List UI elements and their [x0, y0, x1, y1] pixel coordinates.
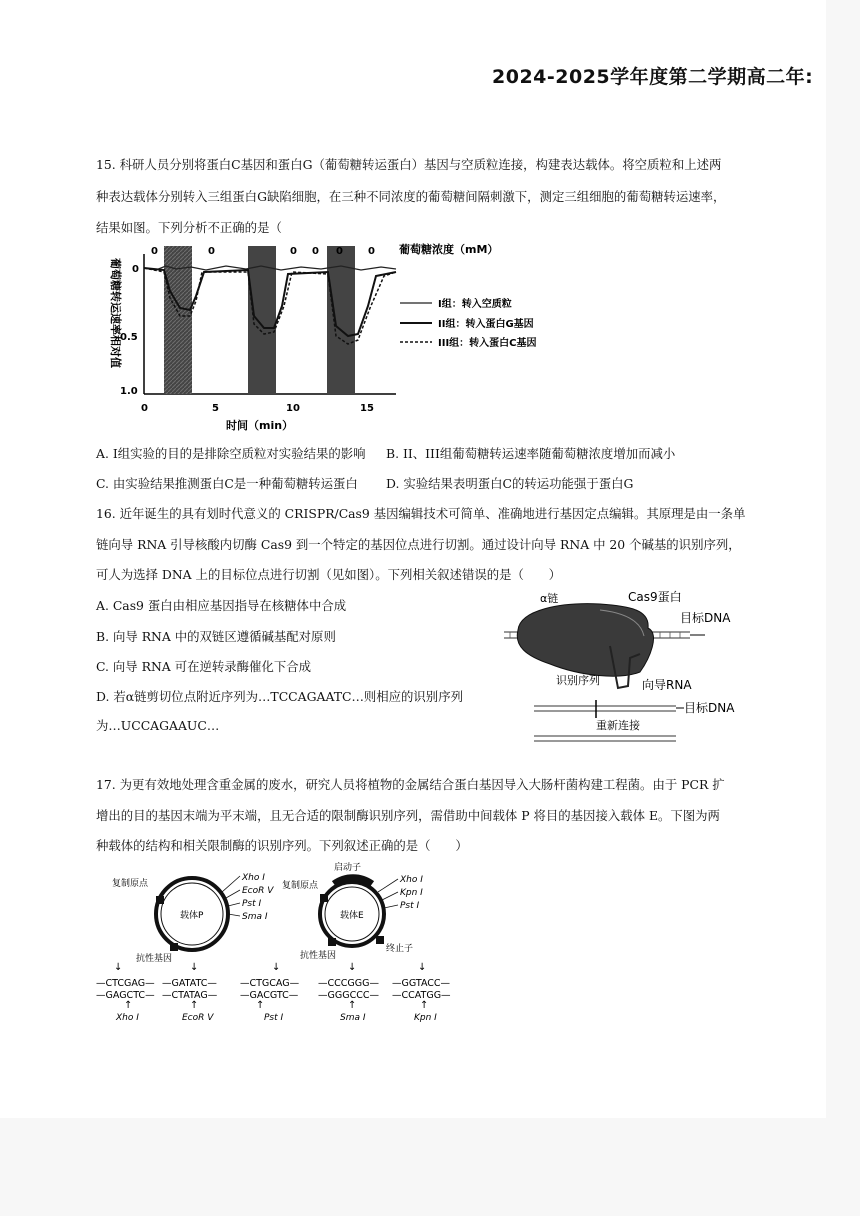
seq-pst-bottom: —GACGTC—: [240, 990, 299, 1001]
q15-option-a: A. I组实验的目的是排除空质粒对实验结果的影响: [96, 446, 366, 461]
svg-text:↓: ↓: [348, 962, 357, 973]
q16-cas9-label: Cas9蛋白: [628, 590, 682, 604]
vector-e-site-pst: Pst I: [400, 901, 420, 911]
svg-text:↑: ↑: [190, 1000, 199, 1011]
q16-stem-line-3: 可人为选择 DNA 上的目标位点进行切割（见如图）。下列相关叙述错误的是（ ）: [96, 567, 562, 582]
seq-sma: [318, 962, 379, 1023]
q15-stem-line-3: 结果如图。下列分析不正确的是（: [96, 220, 282, 235]
svg-text:↓: ↓: [418, 962, 427, 973]
q15-option-c: C. 由实验结果推测蛋白C是一种葡萄糖转运蛋白: [96, 476, 358, 491]
q15-xtick-0: 0: [141, 403, 148, 414]
seq-sma-enzyme: Sma I: [340, 1013, 366, 1023]
vector-e-site-kpn: Kpn I: [400, 888, 423, 898]
svg-text:↓: ↓: [272, 962, 281, 973]
seq-xho-enzyme: Xho I: [116, 1013, 139, 1023]
seq-xho: [96, 962, 155, 1023]
q15-ytick-0: 0: [132, 264, 139, 275]
seq-sma-top: —CCCGGG—: [318, 978, 379, 989]
vector-e-label: 载体E: [340, 911, 364, 921]
page-header-title: 2024-2025学年度第二学期高二年:: [492, 66, 814, 88]
q16-option-b: B. 向导 RNA 中的双链区遵循碱基配对原则: [96, 629, 336, 644]
q16-reconnect-label: 重新连接: [596, 719, 640, 732]
q15-xtick-5: 5: [212, 403, 219, 414]
q16-target-dna-label: 目标DNA: [680, 611, 731, 625]
q15-chart: [96, 236, 586, 436]
q15-ytick-10: 1.0: [120, 386, 138, 397]
seq-kpn-bottom: —CCATGG—: [392, 990, 451, 1001]
vector-p-site-sma: Sma I: [242, 912, 268, 922]
vector-p-ori-label: 复制原点: [112, 879, 149, 889]
seq-ecorv-bottom: —CTATAG—: [162, 990, 218, 1001]
svg-text:↓: ↓: [190, 962, 199, 973]
q17-stem-line-1: 17. 为更有效地处理含重金属的废水，研究人员将植物的金属结合蛋白基因导入大肠杆菌构建工程菌。由于 PCR 扩: [96, 777, 725, 792]
q15-conc-mark-5: 0: [336, 246, 343, 257]
svg-text:↑: ↑: [348, 1000, 357, 1011]
q15-xtick-15: 15: [360, 403, 374, 414]
vector-e-site-xho: Xho I: [400, 875, 423, 885]
seq-xho-top: —CTCGAG—: [96, 978, 155, 989]
q16-option-d-line-2: 为…UCCAGAAUC…: [96, 718, 220, 733]
svg-text:↓: ↓: [114, 962, 123, 973]
vector-p-site-ecorv: EcoR V: [242, 886, 274, 896]
svg-text:↑: ↑: [420, 1000, 429, 1011]
q15-option-b: B. II、III组葡萄糖转运速率随葡萄糖浓度增加而减小: [386, 446, 676, 461]
q15-conc-mark-1: 0: [151, 246, 158, 257]
q15-stem-line-2: 种表达载体分别转入三组蛋白G缺陷细胞，在三种不同浓度的葡萄糖间隔刺激下，测定三组细胞的葡萄糖转运速率，: [96, 189, 726, 204]
seq-pst-enzyme: Pst I: [264, 1013, 284, 1023]
seq-xho-bottom: —GAGCTC—: [96, 990, 155, 1001]
seq-ecorv-enzyme: EcoR V: [182, 1013, 214, 1023]
cas9-protein-shape: [517, 604, 653, 676]
seq-kpn-top: —GGTACC—: [392, 978, 451, 989]
q16-target-dna-label-2: 目标DNA: [684, 701, 735, 715]
q15-conc-mark-6: 0: [368, 246, 375, 257]
svg-text:↑: ↑: [124, 1000, 133, 1011]
q17-vector-figure: [96, 858, 476, 1023]
q15-y-axis-label: 葡萄糖转运速率相对值: [109, 258, 122, 368]
vector-e-terminator-label: 终止子: [386, 944, 414, 954]
vector-e-promoter-label: 启动子: [334, 863, 362, 873]
q15-ytick-05: 0.5: [120, 332, 138, 343]
q15-legend-group-3: III组：转入蛋白C基因: [438, 338, 537, 349]
q15-legend-group-2: II组：转入蛋白G基因: [438, 319, 534, 330]
seq-pst: [240, 962, 300, 1023]
vector-p-site-pst: Pst I: [242, 899, 262, 909]
q16-stem-line-2: 链向导 RNA 引导核酸内切酶 Cas9 到一个特定的基因位点进行切割。通过设计向导 RNA 中 20 个碱基的识别序列，: [96, 537, 741, 552]
seq-pst-top: —CTGCAG—: [240, 978, 300, 989]
q15-conc-mark-3: 0: [290, 246, 297, 257]
vector-e-resist-label: 抗性基因: [300, 951, 337, 961]
q16-option-a: A. Cas9 蛋白由相应基因指导在核糖体中合成: [96, 598, 347, 613]
q15-conc-mark-2: 0: [208, 246, 215, 257]
q15-conc-label: 葡萄糖浓度（mM）: [399, 243, 499, 256]
q16-guide-rna-label: 向导RNA: [642, 678, 692, 692]
q17-stem-line-3: 种载体的结构和相关限制酶的识别序列。下列叙述正确的是（ ）: [96, 838, 468, 853]
vector-e-ori-label: 复制原点: [282, 881, 319, 891]
q16-option-d-line-1: D. 若α链剪切位点附近序列为…TCCAGAATC…则相应的识别序列: [96, 689, 463, 704]
seq-kpn: [392, 962, 451, 1023]
q15-legend-group-1: I组：转入空质粒: [438, 299, 512, 310]
q16-option-c: C. 向导 RNA 可在逆转录酶催化下合成: [96, 659, 311, 674]
vector-p-label: 载体P: [180, 911, 204, 921]
vector-p-resist-label: 抗性基因: [136, 954, 173, 964]
q16-recog-label: 识别序列: [556, 674, 600, 687]
q15-x-axis-label: 时间（min）: [226, 419, 294, 432]
seq-sma-bottom: —GGGCCC—: [318, 990, 379, 1001]
q15-option-d: D. 实验结果表明蛋白C的转运功能强于蛋白G: [386, 476, 634, 491]
q16-crispr-figure: [500, 588, 750, 746]
q16-alpha-label: α链: [540, 592, 559, 605]
vector-p-site-xho: Xho I: [242, 873, 265, 883]
seq-kpn-enzyme: Kpn I: [414, 1013, 437, 1023]
svg-text:↑: ↑: [256, 1000, 265, 1011]
q15-conc-mark-4: 0: [312, 246, 319, 257]
q17-stem-line-2: 增出的目的基因末端为平末端，且无合适的限制酶识别序列，需借助中间载体 P 将目的基因接入载体 E。下图为两: [96, 808, 720, 823]
seq-ecorv: [162, 962, 218, 1023]
q15-stem-line-1: 15. 科研人员分别将蛋白C基因和蛋白G（葡萄糖转运蛋白）基因与空质粒连接，构建表达载体。将空质粒和上述两: [96, 157, 722, 172]
seq-ecorv-top: —GATATC—: [162, 978, 217, 989]
q15-xtick-10: 10: [286, 403, 300, 414]
q16-stem-line-1: 16. 近年诞生的具有划时代意义的 CRISPR/Cas9 基因编辑技术可简单、准确地进行基因定点编辑。其原理是由一条单: [96, 506, 746, 521]
